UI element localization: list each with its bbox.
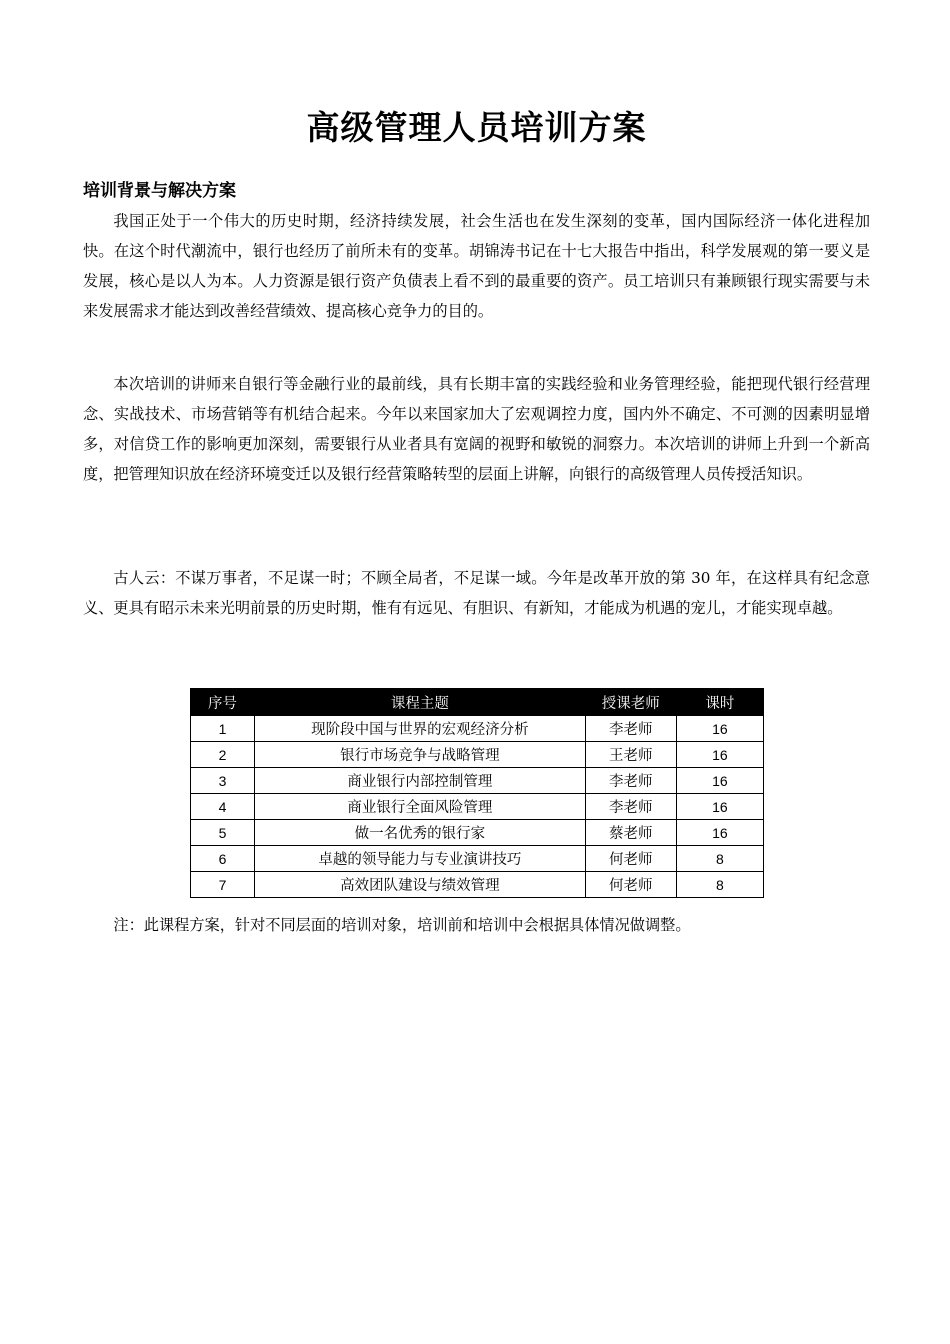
table-row xyxy=(191,716,764,742)
cell-teacher: 李老师 xyxy=(585,768,676,794)
cell-topic: 银行市场竞争与战略管理 xyxy=(255,742,586,768)
section-heading: 培训背景与解决方案 xyxy=(83,181,236,201)
cell-teacher: 李老师 xyxy=(585,716,676,742)
cell-teacher: 何老师 xyxy=(585,846,676,872)
cell-no: 7 xyxy=(191,872,255,898)
cell-no: 6 xyxy=(191,846,255,872)
cell-no: 2 xyxy=(191,742,255,768)
table-note: 注：此课程方案，针对不同层面的培训对象，培训前和培训中会根据具体情况做调整。 xyxy=(113,916,691,934)
cell-no: 1 xyxy=(191,716,255,742)
cell-hours: 16 xyxy=(676,794,763,820)
cell-teacher: 何老师 xyxy=(585,872,676,898)
paragraph-instructors: 本次培训的讲师来自银行等金融行业的最前线，具有长期丰富的实践经验和业务管理经验，能把现代银行经营理念、实战技术、市场营销等有机结合起来。今年以来国家加大了宏观调控力度，国内外不确定、不可测的因素明显增多，对信贷工作的影响更加深刻，需要银行从业者具有宽阔的视野和敏锐的洞察力。本次培训的讲师上升到一个新高度，把管理知识放在经济环境变迁以及银行经营策略转型的层面上讲解，向银行的高级管理人员传授活知识。 xyxy=(83,375,870,483)
cell-topic: 现阶段中国与世界的宏观经济分析 xyxy=(255,716,586,742)
cell-no: 5 xyxy=(191,820,255,846)
cell-topic: 卓越的领导能力与专业演讲技巧 xyxy=(255,846,586,872)
cell-topic: 做一名优秀的银行家 xyxy=(255,820,586,846)
cell-topic: 商业银行内部控制管理 xyxy=(255,768,586,794)
cell-hours: 16 xyxy=(676,768,763,794)
document-title: 高级管理人员培训方案 xyxy=(306,108,647,147)
cell-hours: 8 xyxy=(676,846,763,872)
cell-hours: 16 xyxy=(676,716,763,742)
header-no: 序号 xyxy=(191,689,255,716)
table-row xyxy=(191,794,764,820)
cell-teacher: 李老师 xyxy=(585,794,676,820)
table-row xyxy=(191,820,764,846)
header-topic: 课程主题 xyxy=(255,689,586,716)
cell-topic: 高效团队建设与绩效管理 xyxy=(255,872,586,898)
course-table xyxy=(190,688,764,898)
header-hours: 课时 xyxy=(676,689,763,716)
cell-hours: 16 xyxy=(676,742,763,768)
table-row xyxy=(191,872,764,898)
cell-no: 3 xyxy=(191,768,255,794)
cell-hours: 16 xyxy=(676,820,763,846)
cell-no: 4 xyxy=(191,794,255,820)
paragraph-quote: 古人云：不谋万事者，不足谋一时；不顾全局者，不足谋一域。今年是改革开放的第 30 年，在这样具有纪念意义、更具有昭示未来光明前景的历史时期，惟有有远见、有胆识、有新知，才能成为机遇的宠儿，才能实现卓越。 xyxy=(83,569,870,617)
table-row xyxy=(191,742,764,768)
table-row xyxy=(191,768,764,794)
cell-hours: 8 xyxy=(676,872,763,898)
cell-topic: 商业银行全面风险管理 xyxy=(255,794,586,820)
table-row xyxy=(191,846,764,872)
table-header-row xyxy=(191,689,764,716)
cell-teacher: 蔡老师 xyxy=(585,820,676,846)
cell-teacher: 王老师 xyxy=(585,742,676,768)
header-teacher: 授课老师 xyxy=(585,689,676,716)
paragraph-background: 我国正处于一个伟大的历史时期，经济持续发展，社会生活也在发生深刻的变革，国内国际经济一体化进程加快。在这个时代潮流中，银行也经历了前所未有的变革。胡锦涛书记在十七大报告中指出，科学发展观的第一要义是发展，核心是以人为本。人力资源是银行资产负债表上看不到的最重要的资产。员工培训只有兼顾银行现实需要与未来发展需求才能达到改善经营绩效、提高核心竞争力的目的。 xyxy=(83,212,870,320)
